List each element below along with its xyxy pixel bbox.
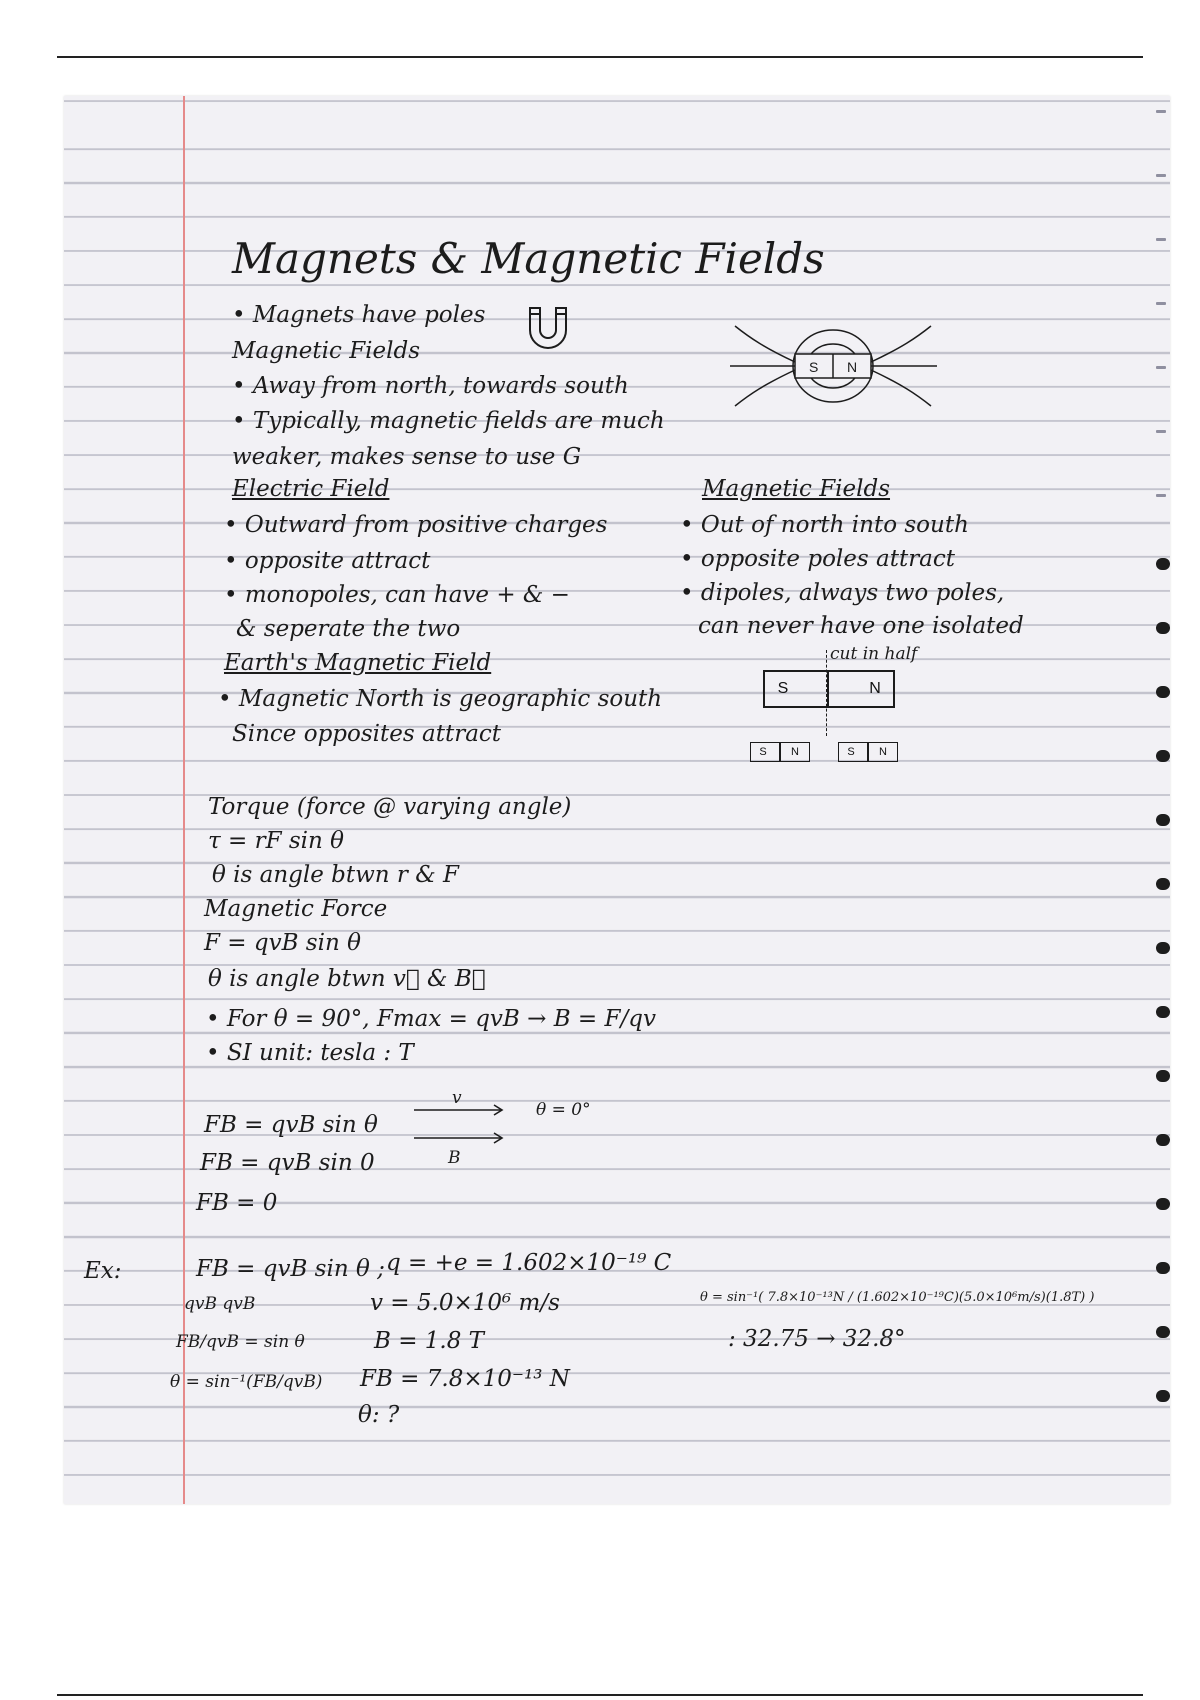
example-divide: qvB qvB — [184, 1294, 256, 1314]
binding-hole — [1156, 558, 1170, 570]
parallel-line: FB = qvB sin θ — [204, 1112, 378, 1138]
binding-hole — [1156, 174, 1166, 177]
note-line: • Typically, magnetic fields are much — [232, 408, 665, 434]
torque-formula: τ = rF sin θ — [208, 828, 345, 854]
magnet-s-label: S — [809, 359, 819, 375]
binding-hole — [1156, 1326, 1170, 1338]
magnetic-force-heading: Magnetic Force — [204, 896, 388, 922]
top-divider — [57, 56, 1143, 58]
pole-s: S — [777, 680, 789, 697]
binding-hole — [1156, 1070, 1170, 1082]
binding-hole — [1156, 622, 1170, 634]
parallel-line: FB = qvB sin 0 — [200, 1150, 375, 1176]
binding-hole — [1156, 238, 1166, 241]
parallel-line: FB = 0 — [196, 1190, 278, 1216]
earth-field-heading: Earth's Magnetic Field — [224, 650, 492, 676]
binding-hole — [1156, 750, 1170, 762]
electric-line: • Outward from positive charges — [224, 512, 608, 538]
binding-hole — [1156, 942, 1170, 954]
example-velocity: v = 5.0×10⁶ m/s — [370, 1290, 560, 1316]
example-force: FB = 7.8×10⁻¹³ N — [360, 1366, 570, 1392]
binding-hole — [1156, 366, 1166, 369]
example-field: B = 1.8 T — [374, 1328, 485, 1354]
binding-hole — [1156, 302, 1166, 305]
note-line: • Magnets have poles — [232, 302, 486, 328]
theta-zero-label: θ = 0° — [536, 1100, 591, 1120]
magnetic-line: • opposite poles attract — [680, 546, 956, 572]
torque-heading: Torque (force @ varying angle) — [208, 794, 572, 820]
magnetic-line: • dipoles, always two poles, — [680, 580, 1005, 606]
bar-magnet — [763, 670, 895, 708]
example-unknown: θ: ? — [358, 1402, 400, 1428]
electric-line: & seperate the two — [236, 616, 461, 642]
earth-line: • Magnetic North is geographic south — [218, 686, 663, 712]
binding-hole — [1156, 814, 1170, 826]
binding-hole — [1156, 1134, 1170, 1146]
binding-hole — [1156, 110, 1166, 113]
horseshoe-magnet-sketch — [520, 300, 580, 360]
half-magnet: S N — [750, 742, 810, 762]
earth-line: Since opposites attract — [232, 721, 502, 747]
torque-angle-note: θ is angle btwn r & F — [212, 862, 459, 888]
binding-hole — [1156, 1390, 1170, 1402]
binding-hole — [1156, 1006, 1170, 1018]
cut-line — [826, 650, 827, 736]
half-magnet: S N — [838, 742, 898, 762]
electric-line: • opposite attract — [224, 548, 431, 574]
binding-hole — [1156, 1262, 1170, 1274]
margin-line — [183, 96, 185, 1504]
note-line: • Away from north, towards south — [232, 373, 629, 399]
bottom-divider — [57, 1694, 1143, 1696]
binding-hole — [1156, 878, 1170, 890]
magnetic-fields-heading: Magnetic Fields — [702, 476, 891, 502]
example-solution: θ = sin⁻¹( 7.8×10⁻¹³N / (1.602×10⁻¹⁹C)(5.0×10⁶m/s)(1.8T) ) — [700, 1290, 1095, 1305]
binding-hole — [1156, 686, 1170, 698]
magnet-n-label: N — [847, 359, 858, 375]
binding-hole — [1156, 494, 1166, 497]
note-line: weaker, makes sense to use G — [232, 444, 582, 470]
example-equation: FB = qvB sin θ ; — [196, 1256, 385, 1282]
electric-line: • monopoles, can have + & − — [224, 582, 570, 608]
bar-magnet-field-sketch — [725, 318, 945, 418]
binding-hole — [1156, 430, 1166, 433]
binding-hole — [1156, 1198, 1170, 1210]
pole-n: N — [869, 680, 881, 697]
magnetic-force-formula: F = qvB sin θ — [204, 930, 361, 956]
example-inverse: θ = sin⁻¹(FB/qvB) — [170, 1372, 323, 1392]
magnetic-line: can never have one isolated — [698, 613, 1024, 639]
example-label: Ex: — [84, 1258, 122, 1284]
note-line: Magnetic Fields — [232, 338, 421, 364]
electric-field-heading: Electric Field — [232, 476, 390, 502]
example-charge: q = +e = 1.602×10⁻¹⁹ C — [386, 1250, 672, 1276]
cut-in-half-label: cut in half — [830, 644, 918, 664]
page-title: Magnets & Magnetic Fields — [232, 234, 825, 283]
magnetic-line: • Out of north into south — [680, 512, 969, 538]
example-answer: : 32.75 → 32.8° — [728, 1326, 906, 1352]
force-max-note: • For θ = 90°, Fmax = qvB → B = F/qv — [206, 1006, 656, 1032]
field-label: B — [448, 1148, 461, 1168]
velocity-label: v — [452, 1088, 462, 1108]
example-ratio: FB/qvB = sin θ — [176, 1332, 305, 1352]
force-angle-note: θ is angle btwn v⃗ & B⃗ — [208, 966, 486, 992]
si-unit-note: • SI unit: tesla : T — [206, 1040, 414, 1066]
